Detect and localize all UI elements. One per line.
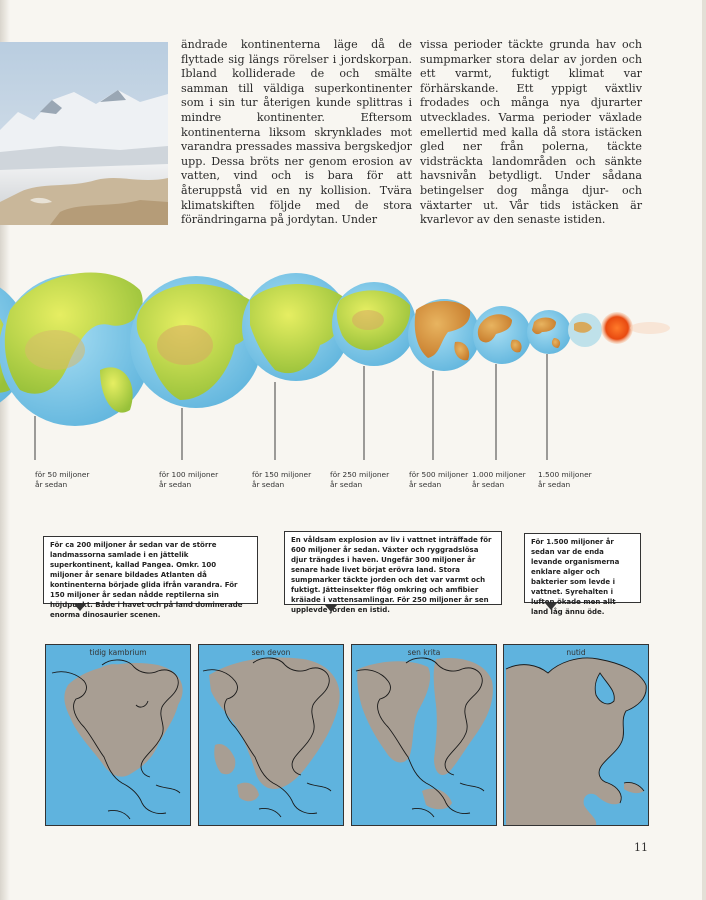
- earth-label-150: för 150 miljoner år sedan: [252, 470, 312, 489]
- earth-250-million: [332, 282, 416, 366]
- map-label-present-day: nutid: [566, 648, 586, 657]
- earth-100-million: [130, 276, 262, 408]
- earth-label-500: för 500 miljoner år sedan: [409, 470, 469, 489]
- info-box-pointer: [545, 603, 557, 610]
- earth-label-250: för 250 miljoner år sedan: [330, 470, 390, 489]
- info-box-pointer: [74, 604, 86, 611]
- body-text-column-1: ändrade kontinenterna läge då de flyttade sig längs rörelser i jordskorpan. Ibland kolliderade de och smälte samman till väldiga superkontinenter som i sin tur återigen kunde splittras i mindre kontinenter. Eftersom kontinenterna liksom skrynklades mot varandra pressades massiva bergskedjor upp. Dessa bröts ner genom erosion av vatten, vind och is bara för att återuppstå vid en ny kollision. Tvära klimatskiften följde med de stora förändringarna på jordytan. Under: [181, 38, 412, 227]
- earth-label-1500: 1.500 miljoner år sedan: [538, 470, 592, 489]
- molten-proto-earth: [601, 312, 670, 344]
- info-box-precambrian: [524, 533, 641, 616]
- earth-1000-million: [473, 306, 531, 364]
- page-number: 11: [634, 841, 648, 854]
- body-text-column-2: vissa perioder täckte grunda hav och sumpmarker stora delar av jorden och ett varmt, fuktigt klimat var förhärskande. Ett yppigt växtliv frodades och många nya djurarter utvecklades. Varma perioder växlade emellertid med kalla då stora istäcken gled ner från polerna, täckte vidsträckta landområden och sänkte havsnivån betydligt. Under sådana betingelser dog många djur- och växtarter ut. Vår tids istäcken är kvarlevor av den senaste istiden.: [420, 38, 642, 227]
- map-late-cretaceous: [351, 644, 497, 826]
- map-late-devonian: [198, 644, 344, 826]
- early-earth-small: [568, 313, 602, 347]
- info-box-pangea: [43, 536, 258, 619]
- map-present-day: [503, 644, 649, 826]
- map-label-late-devonian: sen devon: [251, 648, 291, 657]
- info-box-pangea-text: För ca 200 miljoner år sedan var de större landmassorna samlade i en jättelik superkontinent, kallad Pangea. Omkr. 100 miljoner år senare bildades Atlanten då kontinenterna började glida ifrån varandra. För 150 miljoner år sedan nådde reptilerna sin höjdpunkt. Både i havet och på land dominerade enorma dinosaurier scenen.: [50, 541, 243, 619]
- earth-500-million: [408, 299, 480, 371]
- earth-evolution-sequence: [0, 250, 706, 460]
- info-box-cambrian: [284, 531, 502, 614]
- earth-label-100: för 100 miljoner år sedan: [159, 470, 219, 489]
- info-box-pointer: [325, 605, 337, 612]
- map-label-late-cretaceous: sen krita: [407, 648, 441, 657]
- info-box-cambrian-text: En våldsam explosion av liv i vattnet inträffade för 600 miljoner år sedan. Växter och ryggradslösa djur trängdes i haven. Ungefär 300 miljoner år senare hade livet börjat erövra land. Stora sumpmarker täckte jorden och det var varmt och fuktigt. Jätteinsekter flög omkring och amfibier kräiade i vattensamlingar. För 250 miljoner år sen upplevde jorden en istid.: [291, 536, 492, 614]
- earth-label-1000: 1.000 miljoner år sedan: [472, 470, 526, 489]
- earth-label-50: för 50 miljoner år sedan: [35, 470, 90, 489]
- earth-50-million: [0, 273, 151, 426]
- arctic-landscape-photo: [0, 42, 168, 225]
- map-label-early-cambrian: tidig kambrium: [89, 648, 147, 657]
- earth-1500-million: [527, 310, 571, 354]
- map-early-cambrian: [45, 644, 191, 826]
- info-box-precambrian-text: För 1.500 miljoner år sedan var de enda levande organismerna enklare alger och bakterier som levde i vattnet. Syrehalten i luften ökade men allt land låg ännu öde.: [531, 538, 620, 616]
